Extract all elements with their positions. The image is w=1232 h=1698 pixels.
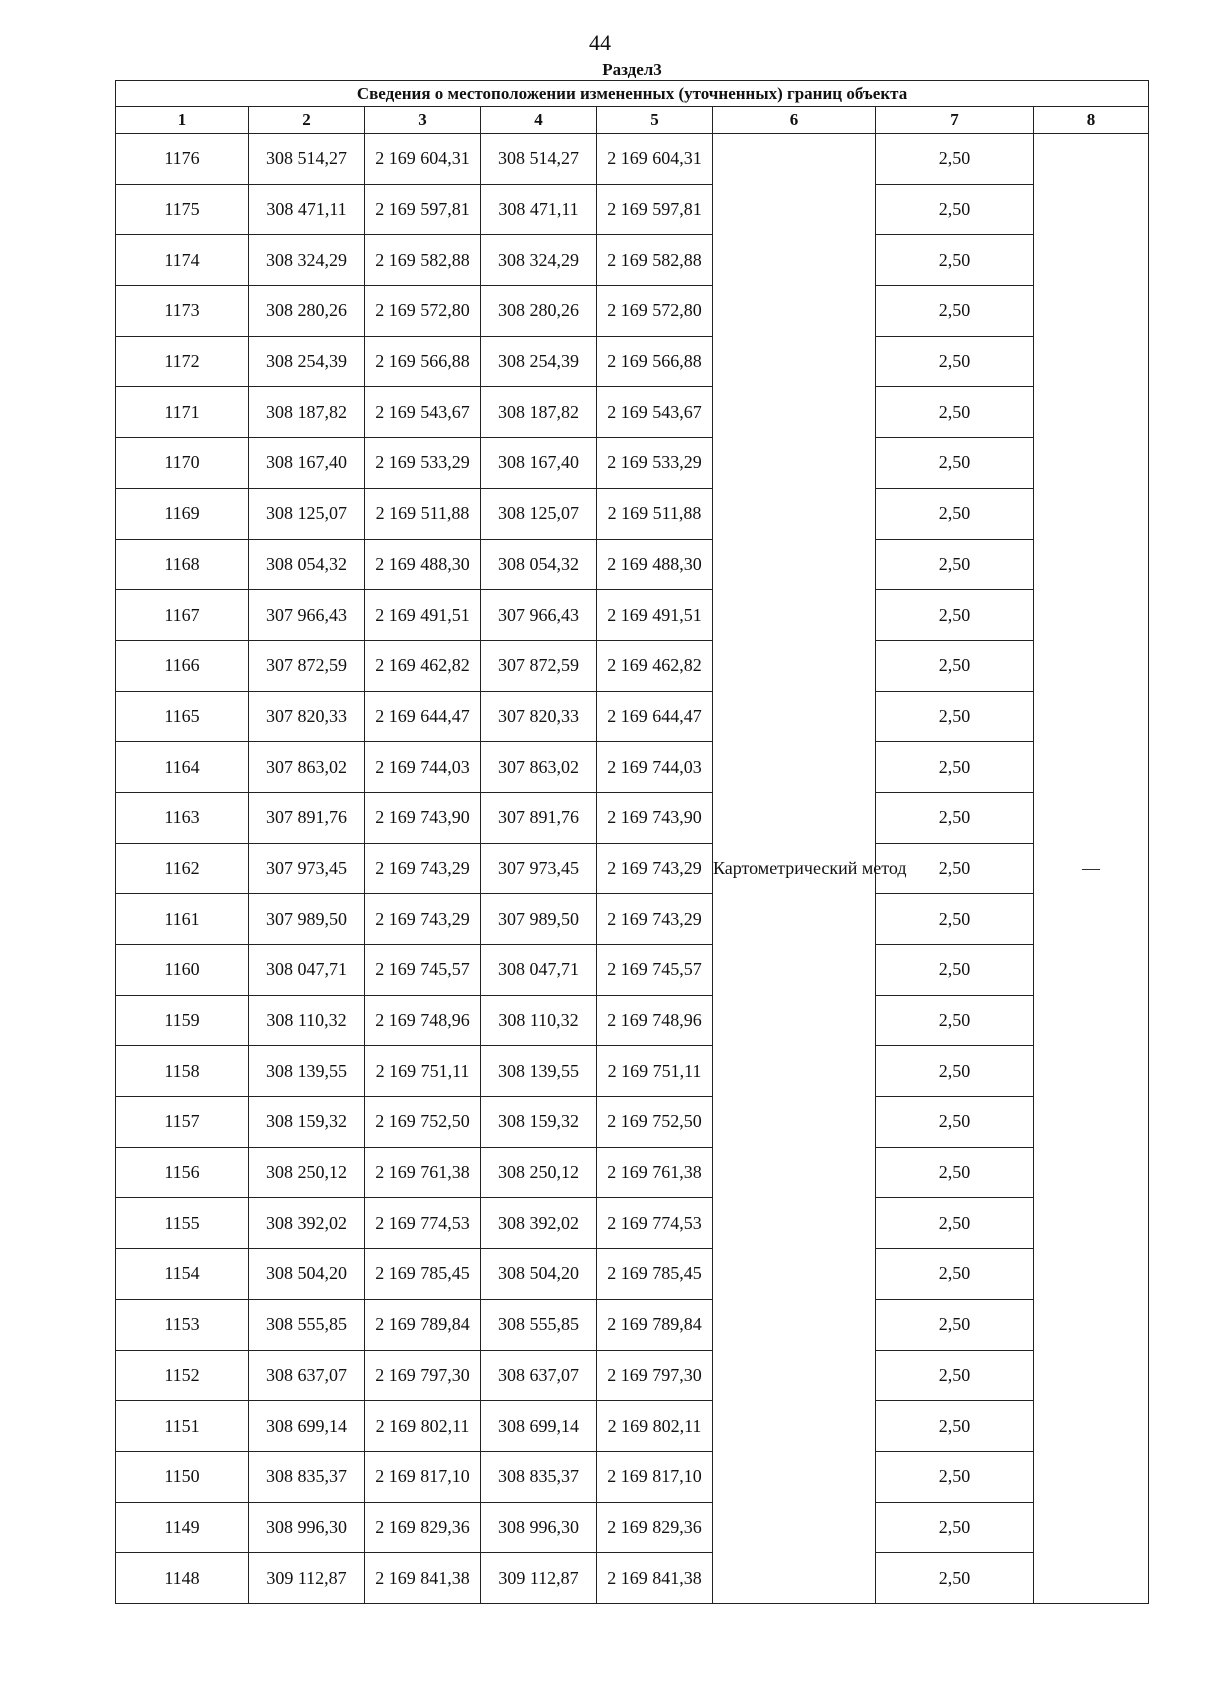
y-new-cell: 2 169 604,31 — [597, 134, 713, 185]
table-row — [116, 640, 1149, 691]
x-new-cell: 307 989,50 — [481, 894, 597, 945]
precision-cell: 2,50 — [876, 1147, 1034, 1198]
precision-cell: 2,50 — [876, 792, 1034, 843]
point-number-cell: 1165 — [116, 691, 249, 742]
y-new-cell: 2 169 751,11 — [597, 1046, 713, 1097]
x-new-cell: 308 835,37 — [481, 1451, 597, 1502]
table-row — [116, 1198, 1149, 1249]
y-old-cell: 2 169 829,36 — [365, 1502, 481, 1553]
x-new-cell: 308 280,26 — [481, 286, 597, 337]
precision-cell: 2,50 — [876, 286, 1034, 337]
table-row — [116, 336, 1149, 387]
point-number-cell: 1151 — [116, 1401, 249, 1452]
x-new-cell: 307 973,45 — [481, 843, 597, 894]
column-header-2: 2 — [249, 107, 365, 134]
table-row — [116, 488, 1149, 539]
precision-cell: 2,50 — [876, 539, 1034, 590]
table-row — [116, 894, 1149, 945]
y-new-cell: 2 169 841,38 — [597, 1553, 713, 1604]
point-number-cell: 1158 — [116, 1046, 249, 1097]
point-number-cell: 1152 — [116, 1350, 249, 1401]
precision-cell: 2,50 — [876, 134, 1034, 185]
column-header-6: 6 — [713, 107, 876, 134]
precision-cell: 2,50 — [876, 995, 1034, 1046]
x-old-cell: 308 254,39 — [249, 336, 365, 387]
x-new-cell: 308 110,32 — [481, 995, 597, 1046]
precision-cell: 2,50 — [876, 336, 1034, 387]
point-number-cell: 1160 — [116, 945, 249, 996]
table-row — [116, 792, 1149, 843]
point-number-cell: 1174 — [116, 235, 249, 286]
table-row — [116, 235, 1149, 286]
y-old-cell: 2 169 743,29 — [365, 894, 481, 945]
point-number-cell: 1167 — [116, 590, 249, 641]
x-old-cell: 308 139,55 — [249, 1046, 365, 1097]
y-old-cell: 2 169 488,30 — [365, 539, 481, 590]
y-new-cell: 2 169 789,84 — [597, 1299, 713, 1350]
precision-cell: 2,50 — [876, 1553, 1034, 1604]
precision-cell: 2,50 — [876, 184, 1034, 235]
y-old-cell: 2 169 743,90 — [365, 792, 481, 843]
y-new-cell: 2 169 797,30 — [597, 1350, 713, 1401]
y-old-cell: 2 169 572,80 — [365, 286, 481, 337]
precision-cell: 2,50 — [876, 843, 1034, 894]
x-old-cell: 307 973,45 — [249, 843, 365, 894]
precision-cell: 2,50 — [876, 590, 1034, 641]
x-new-cell: 309 112,87 — [481, 1553, 597, 1604]
x-old-cell: 307 872,59 — [249, 640, 365, 691]
precision-cell: 2,50 — [876, 1502, 1034, 1553]
x-new-cell: 308 250,12 — [481, 1147, 597, 1198]
x-new-cell: 308 996,30 — [481, 1502, 597, 1553]
x-new-cell: 308 254,39 — [481, 336, 597, 387]
x-old-cell: 308 047,71 — [249, 945, 365, 996]
table-row — [116, 1350, 1149, 1401]
y-old-cell: 2 169 582,88 — [365, 235, 481, 286]
y-new-cell: 2 169 785,45 — [597, 1249, 713, 1300]
x-old-cell: 308 125,07 — [249, 488, 365, 539]
x-old-cell: 308 167,40 — [249, 438, 365, 489]
x-new-cell: 307 872,59 — [481, 640, 597, 691]
point-number-cell: 1150 — [116, 1451, 249, 1502]
x-old-cell: 308 187,82 — [249, 387, 365, 438]
point-number-cell: 1164 — [116, 742, 249, 793]
y-new-cell: 2 169 748,96 — [597, 995, 713, 1046]
table-caption: Сведения о местоположении измененных (уточненных) границ объекта — [116, 81, 1149, 107]
column-header-5: 5 — [597, 107, 713, 134]
column-header-8: 8 — [1034, 107, 1149, 134]
x-new-cell: 308 125,07 — [481, 488, 597, 539]
x-old-cell: 307 863,02 — [249, 742, 365, 793]
y-old-cell: 2 169 785,45 — [365, 1249, 481, 1300]
x-old-cell: 308 110,32 — [249, 995, 365, 1046]
point-number-cell: 1172 — [116, 336, 249, 387]
table-row — [116, 387, 1149, 438]
precision-cell: 2,50 — [876, 945, 1034, 996]
point-number-cell: 1161 — [116, 894, 249, 945]
y-new-cell: 2 169 533,29 — [597, 438, 713, 489]
y-new-cell: 2 169 761,38 — [597, 1147, 713, 1198]
section-title: Раздел3 — [602, 60, 662, 79]
y-old-cell: 2 169 817,10 — [365, 1451, 481, 1502]
y-old-cell: 2 169 597,81 — [365, 184, 481, 235]
y-old-cell: 2 169 533,29 — [365, 438, 481, 489]
table-row — [116, 1401, 1149, 1452]
x-new-cell: 307 820,33 — [481, 691, 597, 742]
y-new-cell: 2 169 774,53 — [597, 1198, 713, 1249]
y-new-cell: 2 169 491,51 — [597, 590, 713, 641]
table-row — [116, 1451, 1149, 1502]
x-old-cell: 309 112,87 — [249, 1553, 365, 1604]
table-body — [116, 134, 1149, 1604]
y-new-cell: 2 169 743,29 — [597, 843, 713, 894]
x-new-cell: 308 637,07 — [481, 1350, 597, 1401]
y-old-cell: 2 169 644,47 — [365, 691, 481, 742]
table-row — [116, 1097, 1149, 1148]
x-old-cell: 308 054,32 — [249, 539, 365, 590]
precision-cell: 2,50 — [876, 742, 1034, 793]
precision-cell: 2,50 — [876, 1401, 1034, 1452]
x-new-cell: 308 504,20 — [481, 1249, 597, 1300]
y-old-cell: 2 169 752,50 — [365, 1097, 481, 1148]
y-old-cell: 2 169 543,67 — [365, 387, 481, 438]
y-old-cell: 2 169 743,29 — [365, 843, 481, 894]
table-row — [116, 590, 1149, 641]
point-number-cell: 1149 — [116, 1502, 249, 1553]
y-new-cell: 2 169 644,47 — [597, 691, 713, 742]
note-cell: — — [1034, 134, 1149, 1604]
precision-cell: 2,50 — [876, 1097, 1034, 1148]
coordinates-table — [115, 80, 1149, 1604]
precision-cell: 2,50 — [876, 1198, 1034, 1249]
x-old-cell: 308 159,32 — [249, 1097, 365, 1148]
x-old-cell: 308 392,02 — [249, 1198, 365, 1249]
x-new-cell: 307 863,02 — [481, 742, 597, 793]
y-old-cell: 2 169 462,82 — [365, 640, 481, 691]
y-new-cell: 2 169 572,80 — [597, 286, 713, 337]
x-new-cell: 308 167,40 — [481, 438, 597, 489]
y-new-cell: 2 169 566,88 — [597, 336, 713, 387]
column-header-3: 3 — [365, 107, 481, 134]
x-new-cell: 308 471,11 — [481, 184, 597, 235]
table-row — [116, 1299, 1149, 1350]
column-header-1: 1 — [116, 107, 249, 134]
x-old-cell: 308 996,30 — [249, 1502, 365, 1553]
table-row — [116, 691, 1149, 742]
column-header-row — [116, 107, 1149, 134]
column-header-7: 7 — [876, 107, 1034, 134]
y-new-cell: 2 169 582,88 — [597, 235, 713, 286]
precision-cell: 2,50 — [876, 894, 1034, 945]
point-number-cell: 1166 — [116, 640, 249, 691]
point-number-cell: 1163 — [116, 792, 249, 843]
x-old-cell: 308 835,37 — [249, 1451, 365, 1502]
point-number-cell: 1169 — [116, 488, 249, 539]
x-new-cell: 308 159,32 — [481, 1097, 597, 1148]
table-row — [116, 184, 1149, 235]
y-old-cell: 2 169 566,88 — [365, 336, 481, 387]
point-number-cell: 1159 — [116, 995, 249, 1046]
table-row — [116, 539, 1149, 590]
table-row — [116, 843, 1149, 894]
column-header-4: 4 — [481, 107, 597, 134]
x-new-cell: 308 047,71 — [481, 945, 597, 996]
x-old-cell: 307 820,33 — [249, 691, 365, 742]
y-new-cell: 2 169 802,11 — [597, 1401, 713, 1452]
table-row — [116, 995, 1149, 1046]
point-number-cell: 1153 — [116, 1299, 249, 1350]
precision-cell: 2,50 — [876, 1350, 1034, 1401]
point-number-cell: 1170 — [116, 438, 249, 489]
table-row — [116, 742, 1149, 793]
y-new-cell: 2 169 488,30 — [597, 539, 713, 590]
precision-cell: 2,50 — [876, 488, 1034, 539]
point-number-cell: 1176 — [116, 134, 249, 185]
y-old-cell: 2 169 789,84 — [365, 1299, 481, 1350]
x-new-cell: 308 392,02 — [481, 1198, 597, 1249]
table-row — [116, 1553, 1149, 1604]
x-new-cell: 307 891,76 — [481, 792, 597, 843]
table-row — [116, 1502, 1149, 1553]
y-new-cell: 2 169 752,50 — [597, 1097, 713, 1148]
y-old-cell: 2 169 744,03 — [365, 742, 481, 793]
precision-cell: 2,50 — [876, 640, 1034, 691]
x-old-cell: 307 989,50 — [249, 894, 365, 945]
point-number-cell: 1157 — [116, 1097, 249, 1148]
y-old-cell: 2 169 841,38 — [365, 1553, 481, 1604]
table-row — [116, 1147, 1149, 1198]
x-old-cell: 308 514,27 — [249, 134, 365, 185]
table-row — [116, 134, 1149, 185]
table-row — [116, 1046, 1149, 1097]
point-number-cell: 1154 — [116, 1249, 249, 1300]
y-old-cell: 2 169 774,53 — [365, 1198, 481, 1249]
y-old-cell: 2 169 802,11 — [365, 1401, 481, 1452]
y-new-cell: 2 169 462,82 — [597, 640, 713, 691]
x-new-cell: 308 514,27 — [481, 134, 597, 185]
x-old-cell: 308 504,20 — [249, 1249, 365, 1300]
y-new-cell: 2 169 511,88 — [597, 488, 713, 539]
x-new-cell: 308 139,55 — [481, 1046, 597, 1097]
precision-cell: 2,50 — [876, 387, 1034, 438]
y-new-cell: 2 169 744,03 — [597, 742, 713, 793]
y-new-cell: 2 169 745,57 — [597, 945, 713, 996]
x-old-cell: 308 555,85 — [249, 1299, 365, 1350]
point-number-cell: 1156 — [116, 1147, 249, 1198]
precision-cell: 2,50 — [876, 235, 1034, 286]
point-number-cell: 1162 — [116, 843, 249, 894]
x-old-cell: 308 280,26 — [249, 286, 365, 337]
x-old-cell: 308 637,07 — [249, 1350, 365, 1401]
y-old-cell: 2 169 797,30 — [365, 1350, 481, 1401]
x-old-cell: 307 891,76 — [249, 792, 365, 843]
x-old-cell: 307 966,43 — [249, 590, 365, 641]
y-new-cell: 2 169 743,90 — [597, 792, 713, 843]
method-cell: Картометрический метод — [713, 134, 876, 1604]
y-old-cell: 2 169 745,57 — [365, 945, 481, 996]
table-row — [116, 438, 1149, 489]
point-number-cell: 1168 — [116, 539, 249, 590]
x-old-cell: 308 699,14 — [249, 1401, 365, 1452]
x-new-cell: 308 699,14 — [481, 1401, 597, 1452]
precision-cell: 2,50 — [876, 1451, 1034, 1502]
point-number-cell: 1155 — [116, 1198, 249, 1249]
x-old-cell: 308 471,11 — [249, 184, 365, 235]
y-old-cell: 2 169 761,38 — [365, 1147, 481, 1198]
page-number: 44 — [589, 30, 611, 55]
y-old-cell: 2 169 604,31 — [365, 134, 481, 185]
precision-cell: 2,50 — [876, 1046, 1034, 1097]
y-old-cell: 2 169 748,96 — [365, 995, 481, 1046]
y-new-cell: 2 169 829,36 — [597, 1502, 713, 1553]
x-new-cell: 308 054,32 — [481, 539, 597, 590]
point-number-cell: 1173 — [116, 286, 249, 337]
table-row — [116, 1249, 1149, 1300]
y-old-cell: 2 169 751,11 — [365, 1046, 481, 1097]
x-old-cell: 308 324,29 — [249, 235, 365, 286]
y-new-cell: 2 169 743,29 — [597, 894, 713, 945]
precision-cell: 2,50 — [876, 1249, 1034, 1300]
x-new-cell: 308 324,29 — [481, 235, 597, 286]
x-new-cell: 308 187,82 — [481, 387, 597, 438]
y-old-cell: 2 169 511,88 — [365, 488, 481, 539]
precision-cell: 2,50 — [876, 438, 1034, 489]
point-number-cell: 1175 — [116, 184, 249, 235]
y-new-cell: 2 169 817,10 — [597, 1451, 713, 1502]
precision-cell: 2,50 — [876, 1299, 1034, 1350]
y-new-cell: 2 169 597,81 — [597, 184, 713, 235]
precision-cell: 2,50 — [876, 691, 1034, 742]
table-row — [116, 945, 1149, 996]
point-number-cell: 1148 — [116, 1553, 249, 1604]
x-old-cell: 308 250,12 — [249, 1147, 365, 1198]
point-number-cell: 1171 — [116, 387, 249, 438]
table-row — [116, 286, 1149, 337]
y-new-cell: 2 169 543,67 — [597, 387, 713, 438]
x-new-cell: 307 966,43 — [481, 590, 597, 641]
y-old-cell: 2 169 491,51 — [365, 590, 481, 641]
x-new-cell: 308 555,85 — [481, 1299, 597, 1350]
